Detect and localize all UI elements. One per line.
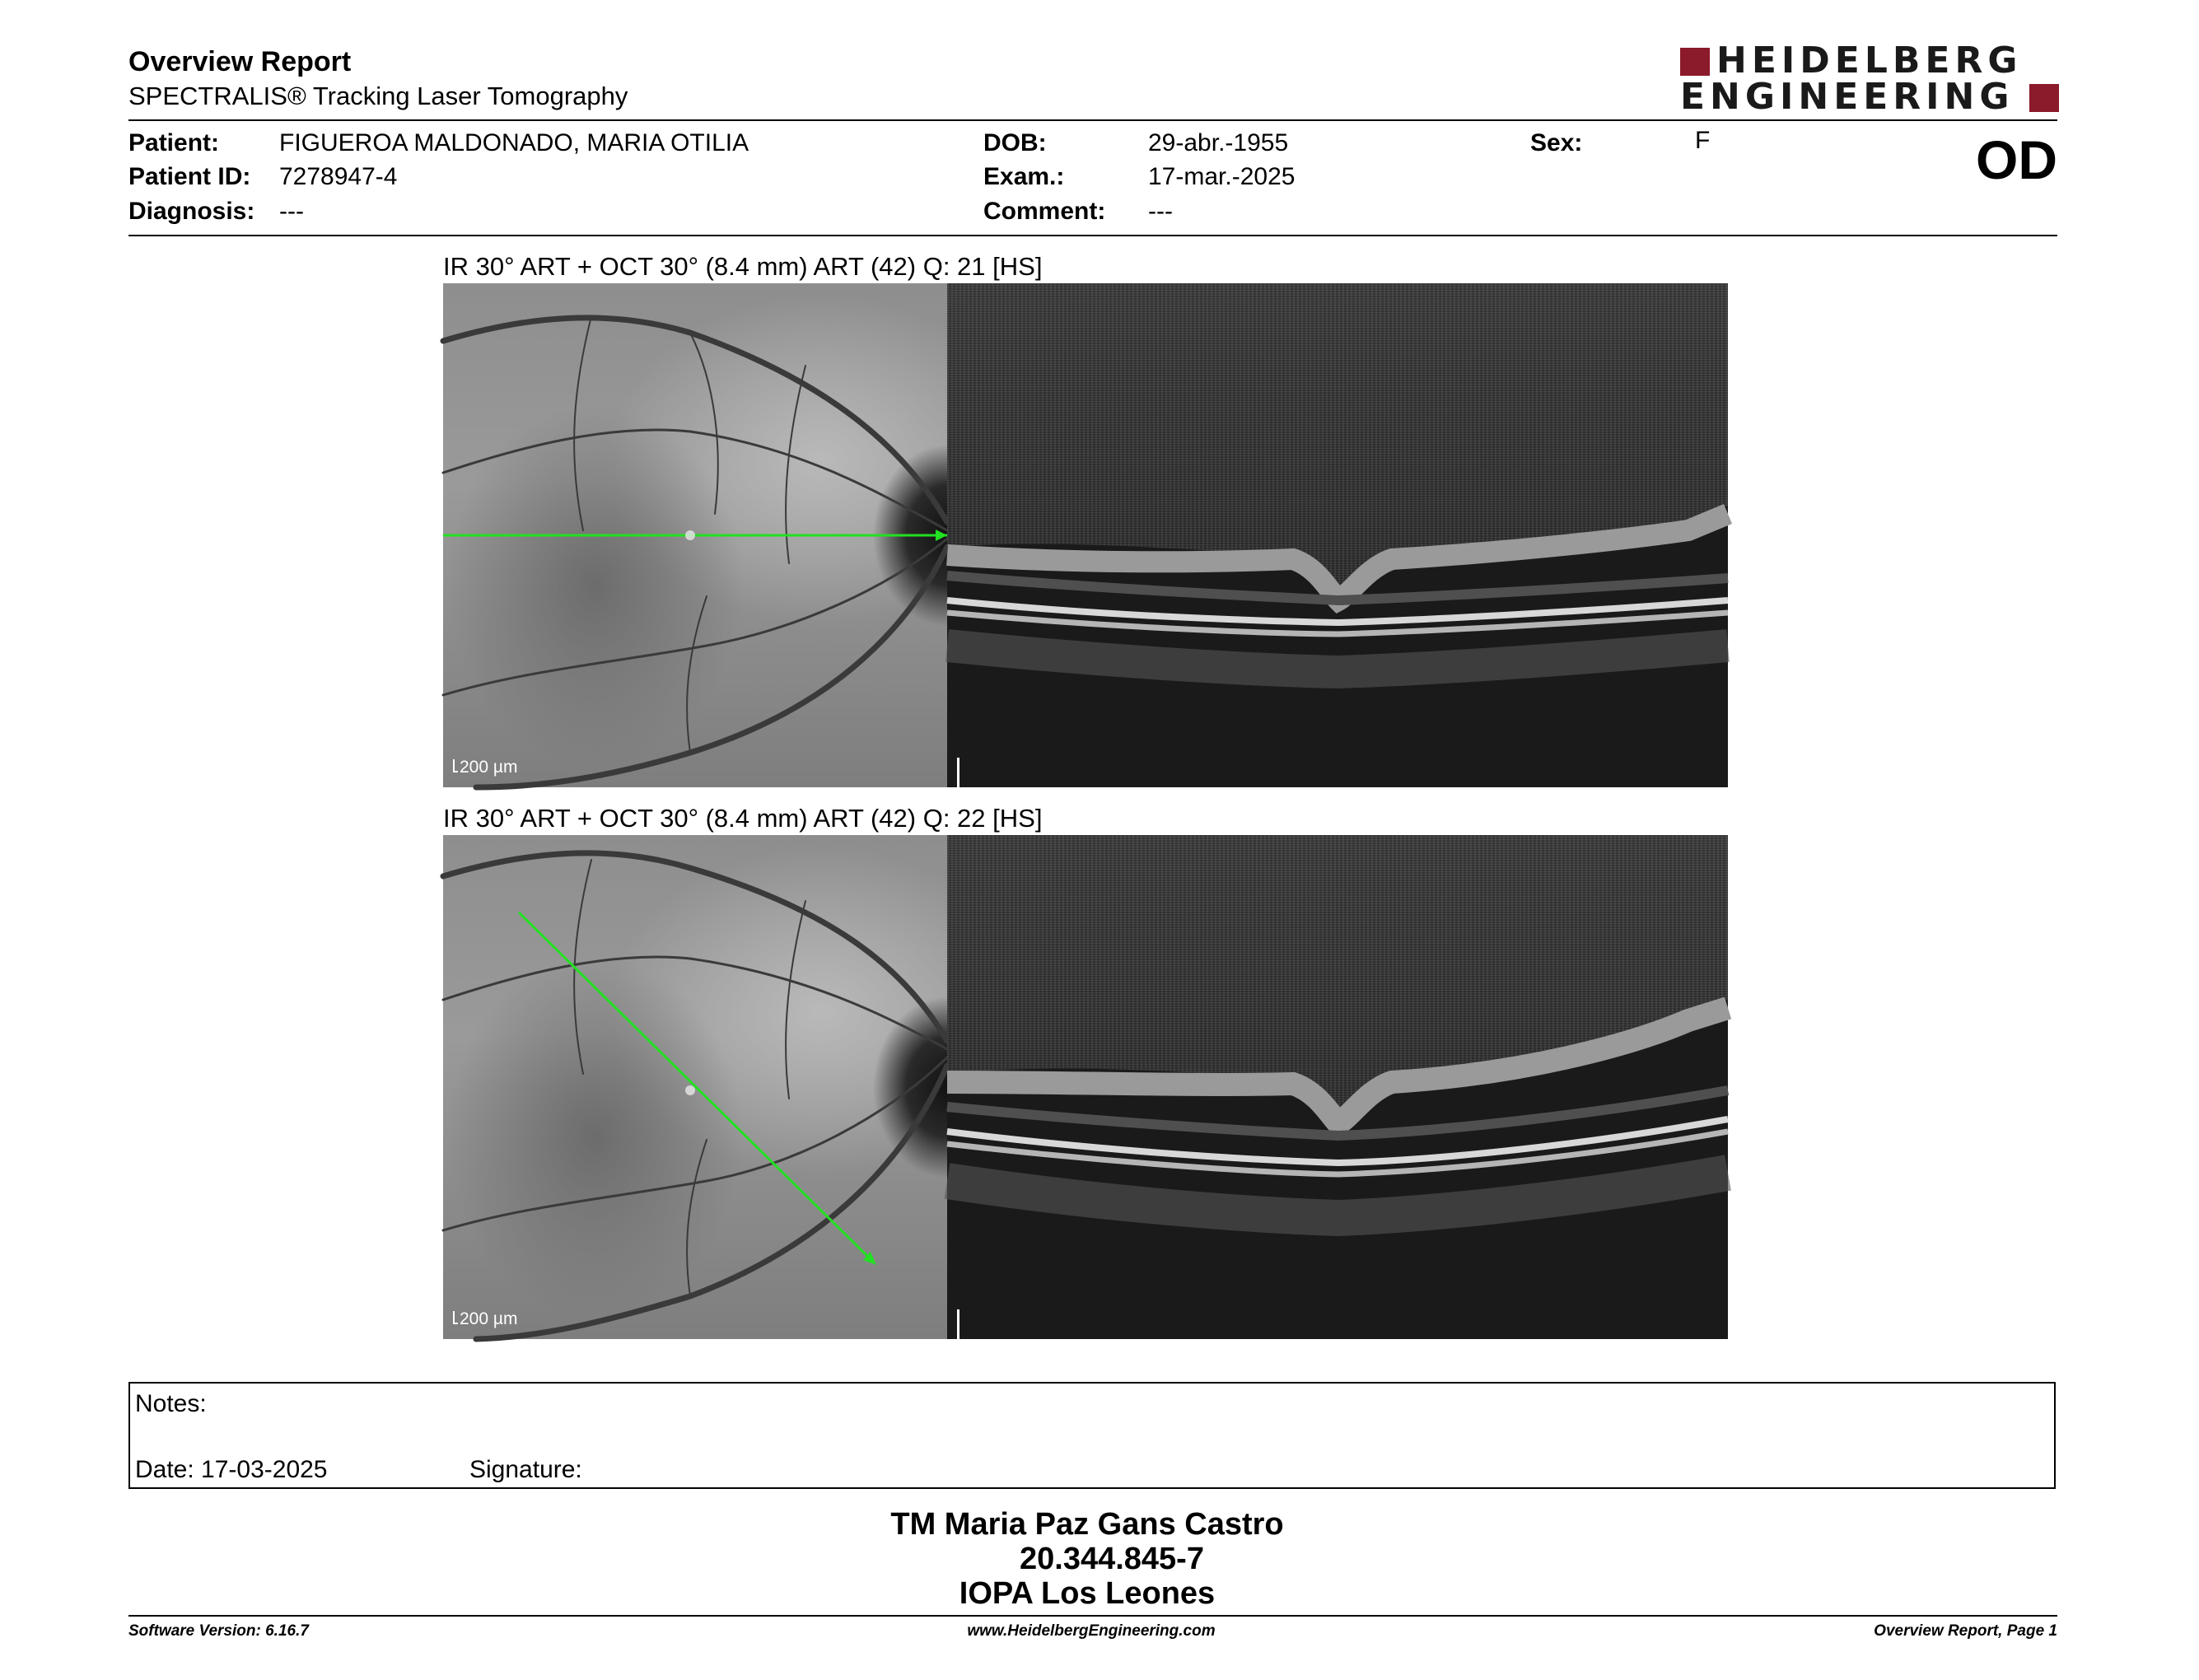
logo-square-bottom [2029, 84, 2059, 112]
scan-1-retina-layers [947, 283, 1728, 787]
heidelberg-logo [1680, 40, 2059, 118]
scan-2-ir-scale: 200 µm [453, 1309, 517, 1329]
scan-1-ir-scale: 200 µm [453, 758, 517, 777]
sex-label: Sex: [1530, 129, 1583, 156]
eye-indicator: OD [1976, 129, 2057, 190]
signatory-institution: IOPA Los Leones [959, 1576, 1216, 1611]
patient-name: FIGUEROA MALDONADO, MARIA OTILIA [279, 129, 749, 156]
notes-label: Notes: [135, 1390, 207, 1417]
report-title: Overview Report [128, 46, 352, 77]
logo-word-bottom: ENGINEERING [1680, 76, 2015, 118]
signatory-rut: 20.344.845-7 [1020, 1542, 1204, 1576]
scan-1-oct-scale: 200 µm [957, 758, 1027, 806]
comment-label: Comment: [983, 198, 1106, 225]
logo-word-top: HEIDELBERG [1716, 40, 2023, 82]
scan-1-vessels [443, 283, 947, 787]
scan-1-title: IR 30° ART + OCT 30° (8.4 mm) ART (42) Q: 21 [HS] [443, 252, 1043, 281]
page-indicator: Overview Report, Page 1 [1874, 1622, 2057, 1640]
scan-2-line-path [519, 912, 873, 1262]
sex-value: F [1695, 127, 1711, 154]
patient-id-value: 7278947-4 [279, 163, 398, 190]
scan-2-ir-fundus-image [443, 835, 947, 1339]
patient-divider [128, 235, 2057, 236]
exam-value: 17-mar.-2025 [1148, 163, 1296, 190]
software-version: Software Version: 6.16.7 [128, 1622, 309, 1640]
dob-label: DOB: [983, 129, 1047, 156]
patient-label: Patient: [128, 129, 220, 156]
diagnosis-label: Diagnosis: [128, 198, 255, 225]
exam-label: Exam.: [983, 163, 1065, 190]
scan-2-vessels [443, 835, 947, 1339]
scan-1-oct-bscan [947, 283, 1728, 805]
signatory-name: TM Maria Paz Gans Castro [890, 1507, 1284, 1542]
diagnosis-value: --- [279, 198, 304, 225]
patient-id-label: Patient ID: [128, 163, 251, 190]
report-subtitle: SPECTRALIS® Tracking Laser Tomography [128, 82, 628, 110]
scan-2-title: IR 30° ART + OCT 30° (8.4 mm) ART (42) Q: 22 [HS] [443, 804, 1043, 833]
dob-value: 29-abr.-1955 [1148, 129, 1289, 156]
notes-box[interactable] [128, 1382, 2056, 1489]
website-link[interactable]: www.HeidelbergEngineering.com [967, 1622, 1216, 1640]
footer-divider [128, 1615, 2057, 1617]
signature-label: Signature: [469, 1456, 582, 1483]
logo-square-top [1680, 48, 1710, 76]
notes-date: Date: 17-03-2025 [135, 1456, 328, 1483]
header-divider [128, 119, 2057, 121]
scan-1-ir-fundus-image [443, 283, 947, 787]
scan-2-retina-layers [947, 835, 1728, 1339]
comment-value: --- [1148, 198, 1173, 225]
scan-2-oct-scale: 200 µm [957, 1309, 1027, 1358]
scan-2-oct-bscan [947, 835, 1728, 1357]
